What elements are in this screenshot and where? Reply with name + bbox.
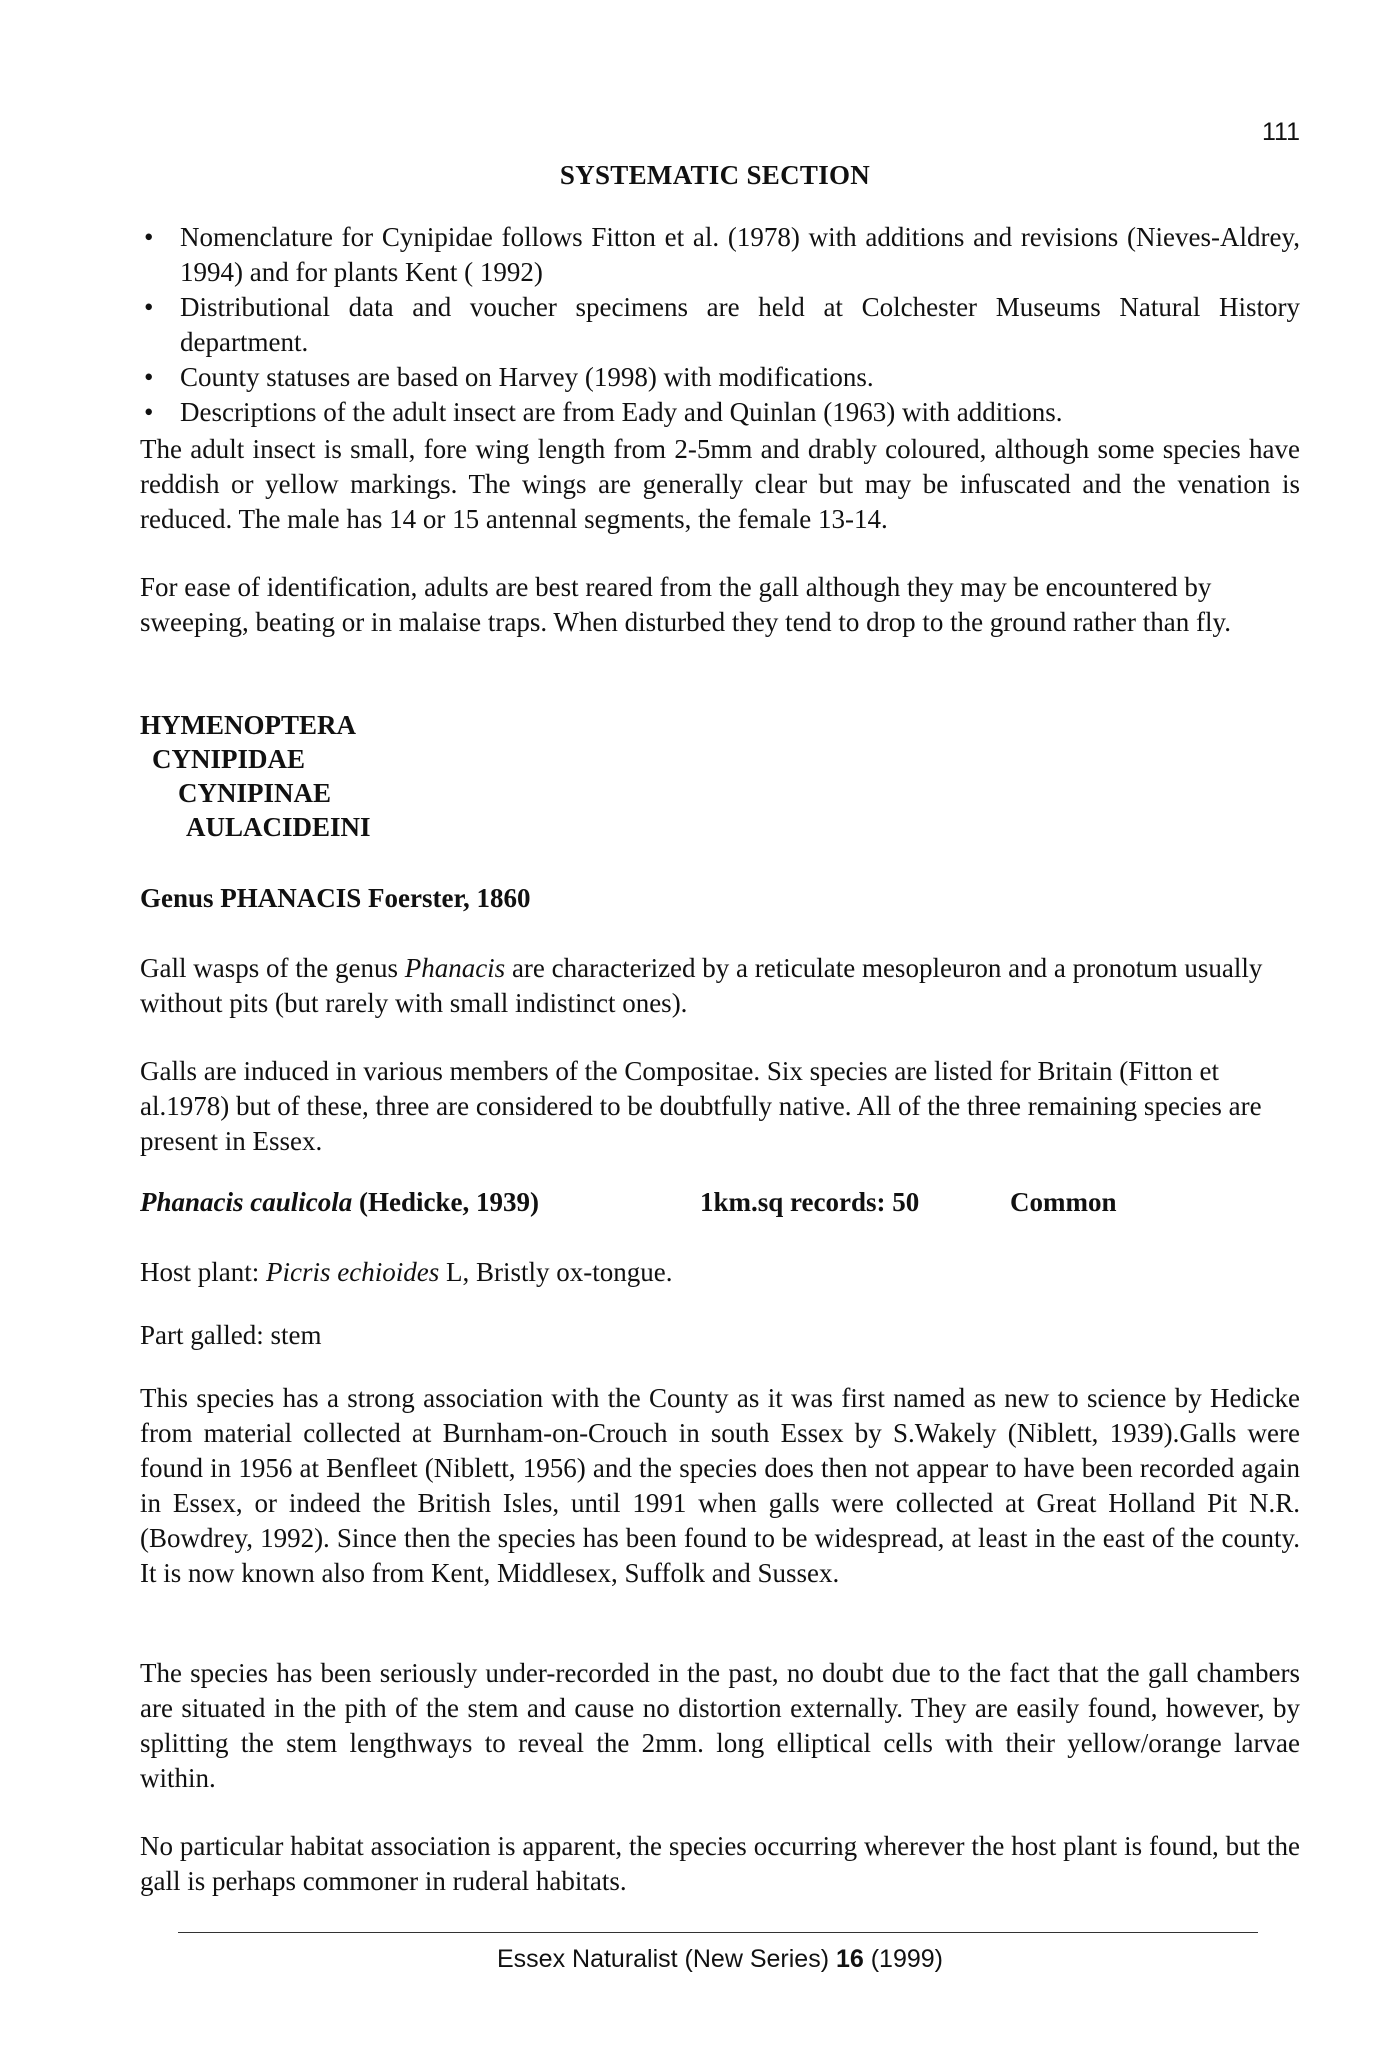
taxon-tribe: AULACIDEINI — [186, 812, 371, 842]
genus-intro-text: are characterized by a reticulate mesopleuron and a pronotum usually without pits (but rarely with small indistinct ones). — [140, 953, 1263, 1018]
bullet-text: Descriptions of the adult insect are from Eady and Quinlan (1963) with additions. — [180, 397, 1063, 427]
genus-intro-text: Gall wasps of the genus — [140, 953, 405, 983]
adult-description-paragraph: The adult insect is small, fore wing length from 2-5mm and drably coloured, although some species have reddish or yellow markings. The wings are generally clear but may be infuscated and the venation is reduced. The male has 14 or 15 antennal segments, the female 13-14. — [140, 434, 1300, 534]
genus-name-italic: Phanacis — [404, 953, 506, 983]
footer-citation — [140, 1945, 1300, 1974]
host-plant-rest: L, Bristly ox-tongue. — [439, 1257, 673, 1287]
taxon-family: CYNIPIDAE — [152, 744, 306, 774]
host-plant-label: Host plant: — [140, 1257, 266, 1287]
bullet-text: Distributional data and voucher specimens are held at Colchester Museums Natural History department. — [180, 292, 1300, 357]
page-number: 111 — [1261, 118, 1300, 146]
genus-intro-paragraph — [140, 951, 1300, 1021]
bullet-item — [140, 290, 1300, 360]
species-paragraph-1: This species has a strong association with the County as it was first named as new to science by Hedicke from material collected at Burnham-on-Crouch in south Essex by S.Wakely (Niblett, 1939).Galls were found in 1956 at Benfleet (Niblett, 1956) and the species does then not appear to have been recorded again in Essex, or indeed the British Isles, until 1991 when galls were collected at Great Holland Pit N.R. (Bowdrey, 1992). Since then the species has been found to be widespread, at least in the east of the county. It is now known also from Kent, Middlesex, Suffolk and Sussex. — [140, 1383, 1300, 1588]
species-paragraph-3: No particular habitat association is apparent, the species occurring wherever the host plant is found, but the gall is perhaps commoner in ruderal habitats. — [140, 1831, 1300, 1896]
bullet-text: County statuses are based on Harvey (1998) with modifications. — [180, 362, 874, 392]
taxon-subfamily: CYNIPINAE — [178, 778, 332, 808]
bullet-icon: • — [144, 362, 154, 392]
bullet-list — [140, 220, 1300, 430]
bullet-text: Nomenclature for Cynipidae follows Fitton et al. (1978) with additions and revisions (Nieves-Aldrey, 1994) and for plants Kent ( 1992) — [180, 222, 1300, 287]
species-authority: (Hedicke, 1939) — [352, 1187, 539, 1217]
species-name — [140, 1187, 539, 1218]
species-name-italic: Phanacis caulicola — [140, 1187, 353, 1217]
footer-divider — [178, 1932, 1258, 1933]
bullet-item — [140, 220, 1300, 290]
bullet-item — [140, 360, 1300, 395]
taxon-order: HYMENOPTERA — [140, 710, 356, 740]
footer-volume: 16 — [835, 1945, 864, 1973]
footer-journal: Essex Naturalist (New Series) — [496, 1945, 836, 1973]
species-records: 1km.sq records: 50 — [700, 1187, 920, 1217]
genus-heading: Genus PHANACIS Foerster, 1860 — [140, 883, 531, 913]
identification-paragraph: For ease of identification, adults are best reared from the gall although they may be encountered by sweeping, beating or in malaise traps. When disturbed they tend to drop to the ground rather than fly. — [140, 572, 1231, 637]
part-galled-line: Part galled: stem — [140, 1320, 322, 1350]
species-status: Common — [1010, 1187, 1117, 1217]
bullet-icon: • — [144, 222, 154, 252]
host-plant-italic: Picris echioides — [266, 1257, 440, 1287]
species-paragraph-2: The species has been seriously under-recorded in the past, no doubt due to the fact that the gall chambers are situated in the pith of the stem and cause no distortion externally. They are easily found, however, by splitting the stem lengthways to reveal the 2mm. long elliptical cells with their yellow/orange larvae within. — [140, 1658, 1300, 1793]
bullet-icon: • — [144, 292, 154, 322]
species-header — [140, 1187, 1300, 1223]
section-title: SYSTEMATIC SECTION — [559, 160, 871, 190]
host-plant-line — [140, 1255, 1300, 1290]
bullet-icon: • — [144, 397, 154, 427]
galls-paragraph: Galls are induced in various members of the Compositae. Six species are listed for Britain (Fitton et al.1978) but of these, three are considered to be doubtfully native. All of the three remaining species are present in Essex. — [140, 1056, 1262, 1156]
footer-year: (1999) — [863, 1945, 943, 1973]
bullet-item — [140, 395, 1300, 430]
taxonomy-hierarchy — [140, 708, 371, 844]
